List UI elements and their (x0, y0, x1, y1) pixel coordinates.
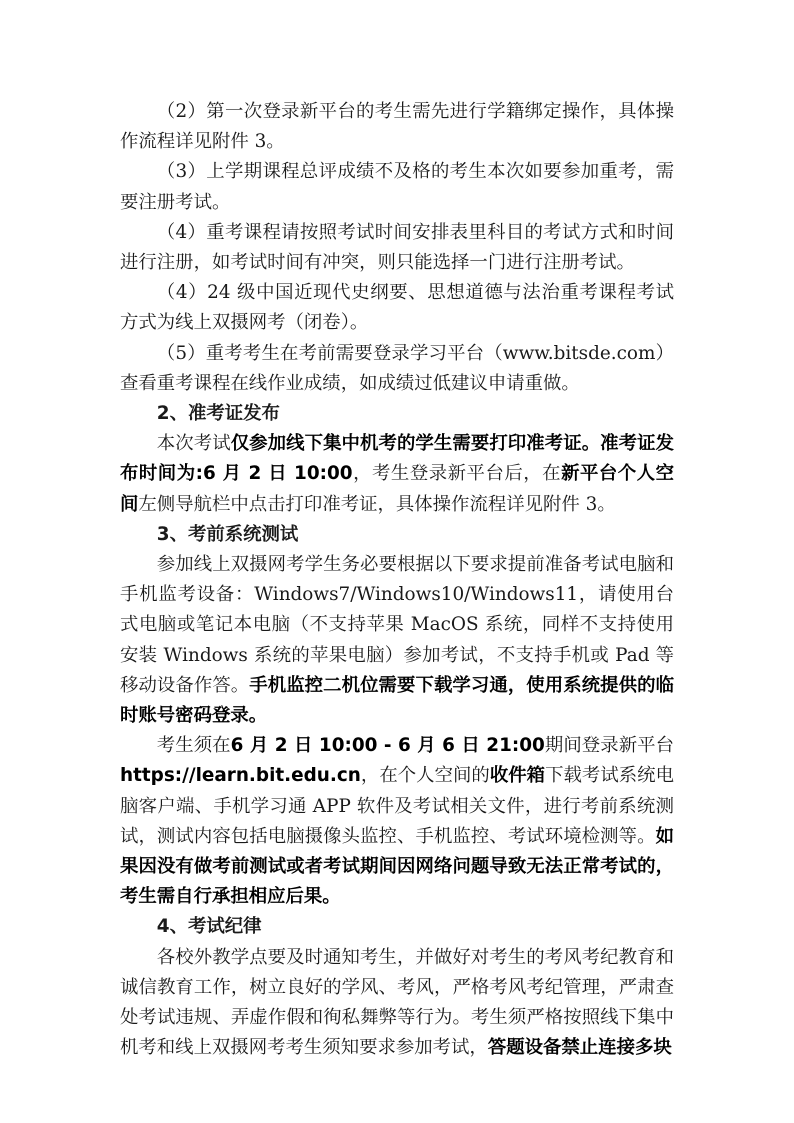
paragraph-test-period (120, 731, 674, 912)
text-run: ，在个人空间的 (360, 765, 490, 787)
text-run: （2）第一次登录新平台的考生需先进行学籍绑定操作，具体操作流程详见附件 3。 (120, 101, 674, 153)
document-page (120, 97, 674, 1064)
text-run: 考生须在 (156, 735, 231, 757)
text-run: （4）重考课程请按照考试时间安排表里科目的考试方式和时间进行注册，如考试时间有冲突，则只能选择一门进行注册考试。 (120, 221, 674, 274)
bold-text-run: 收件箱 (489, 765, 546, 787)
bold-text-run: 如果因没有做考前测试或者考试期间因网络问题导致无法正常考试的，考生需自行承担相应后果。 (120, 825, 674, 908)
text-run: 参加线上双摄网考学生务必要根据以下要求提前准备考试电脑和手机监考设备：Windows7/Windows10/Windows11，请使用台式电脑或笔记本电脑（不支持苹果 MacOS 系统，同样不支持使用安装 Windows 系统的苹果电脑）参加考试，不支持手机或 Pad 等移动设备作答。 (120, 554, 674, 696)
platform-url-link[interactable]: https://learn.bit.edu.cn (120, 765, 361, 787)
text-run: （4）24 级中国近现代史纲要、思想道德与法治重考课程考试方式为线上双摄网考（闭卷）。 (120, 282, 674, 334)
bold-text-run: 仅参加线下集中机考的学生需要打印准考证。准考证发布时间为:6 月 2 日 10:00 (120, 433, 674, 485)
text-run: 左侧导航栏中点击打印准考证，具体操作流程详见附件 3。 (138, 493, 616, 515)
heading-text: 3、考前系统测试 (156, 523, 299, 545)
bold-text-run: 6 月 2 日 10:00 - 6 月 6 日 21:00 (230, 735, 545, 757)
section-heading-exam-discipline (120, 912, 674, 942)
text-run: （5）重考考生在考前需要登录学习平台（www.bitsde.com）查看重考课程在线作业成绩，如成绩过低建议申请重做。 (120, 342, 674, 394)
bold-text-run: 手机监控二机位需要下载学习通，使用系统提供的临时账号密码登录。 (120, 674, 674, 727)
text-run: ，考生登录新平台后，在 (352, 463, 562, 485)
bold-text-run: 答题设备禁止连接多块 (487, 1037, 672, 1059)
paragraph-step-5-homework-scores (120, 339, 674, 399)
section-heading-admission-ticket (120, 399, 674, 429)
text-run: 各校外教学点要及时通知考生，并做好对考生的考风考纪教育和诚信教育工作，树立良好的学风、考风，严格考风考纪管理，严肃查处考试违规、弄虚作假和徇私舞弊等行为。考生须严格按照线下集中机考和线上双摄网考考生须知要求参加考试， (120, 946, 674, 1059)
paragraph-step-3-retake-registration (120, 157, 674, 217)
paragraph-exam-discipline (120, 943, 674, 1064)
paragraph-step-4-schedule-conflict (120, 218, 674, 278)
text-run: （3）上学期课程总评成绩不及格的考生本次如要参加重考，需要注册考试。 (120, 161, 674, 213)
heading-text: 2、准考证发布 (156, 403, 280, 425)
section-heading-system-test (120, 520, 674, 550)
text-run: 下载考试系统电脑客户端、手机学习通 APP 软件及考试相关文件，进行考前系统测试，测试内容包括电脑摄像头监控、手机监控、考试环境检测等。 (120, 765, 674, 847)
text-run: 期间登录新平台 (544, 735, 674, 757)
bold-text-run: 新平台个人空间 (120, 463, 674, 515)
paragraph-device-requirements (120, 550, 674, 731)
paragraph-admission-ticket (120, 429, 674, 520)
paragraph-step-4-exam-mode (120, 278, 674, 338)
heading-text: 4、考试纪律 (156, 916, 262, 938)
text-run: 本次考试 (156, 433, 231, 455)
paragraph-step-2-binding (120, 97, 674, 157)
